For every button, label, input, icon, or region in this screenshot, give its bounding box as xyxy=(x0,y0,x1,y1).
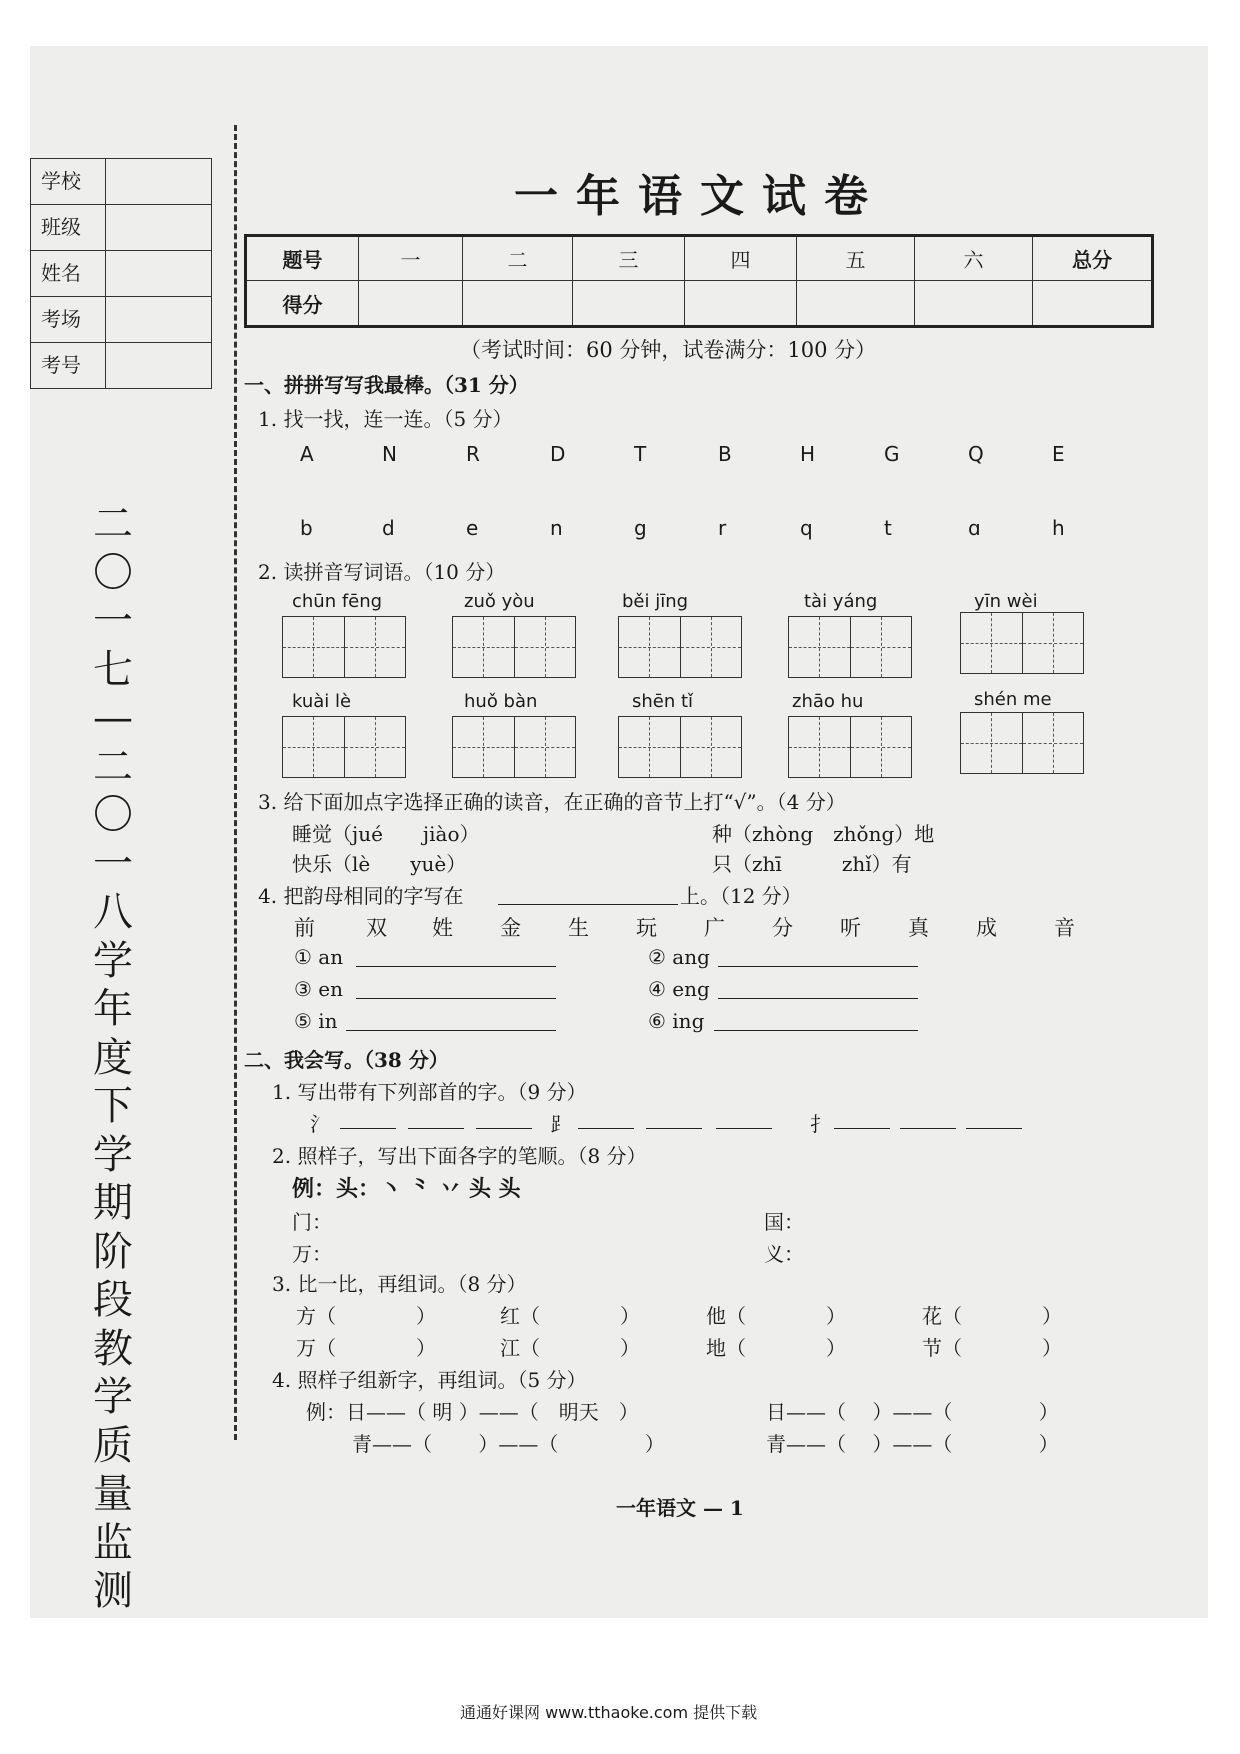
letter[interactable]: R xyxy=(466,442,480,466)
pinyin-label: zhāo hu xyxy=(792,691,864,712)
compare-item[interactable]: 万（ ） xyxy=(296,1336,436,1360)
letter[interactable]: e xyxy=(466,516,479,540)
writing-grid[interactable] xyxy=(282,616,406,678)
info-row-room: 考场 xyxy=(31,297,211,343)
cut-line xyxy=(234,125,237,1440)
radical: 氵 xyxy=(310,1112,330,1136)
info-row-class: 班级 xyxy=(31,205,211,251)
info-row-name: 姓名 xyxy=(31,251,211,297)
char: 音 xyxy=(1054,916,1075,940)
char: 成 xyxy=(976,916,997,940)
pinyin-label: huǒ bàn xyxy=(464,691,538,712)
score-cell[interactable] xyxy=(915,281,1033,325)
score-table: 题号 一 二 三 四 五 六 总分 得分 xyxy=(244,234,1154,328)
writing-grid[interactable] xyxy=(618,616,742,678)
reading-choice[interactable]: 种（zhòng zhǒng）地 xyxy=(712,822,935,846)
rhyme-item: ⑤ in xyxy=(294,1009,338,1033)
compare-item[interactable]: 他（ ） xyxy=(706,1304,846,1328)
school-field[interactable] xyxy=(106,159,211,204)
compare-item[interactable]: 方（ ） xyxy=(296,1304,436,1328)
char: 玩 xyxy=(636,916,657,940)
score-cell[interactable] xyxy=(797,281,915,325)
writing-grid[interactable] xyxy=(618,716,742,778)
answer-line[interactable] xyxy=(578,1128,634,1129)
reading-choice[interactable]: 快乐（lè yuè） xyxy=(292,852,467,876)
compare-item[interactable]: 花（ ） xyxy=(922,1304,1062,1328)
letter[interactable]: r xyxy=(718,516,727,540)
vertical-title: 二〇一七—二〇一八学年度下学期阶段教学质量监测 xyxy=(93,501,133,1614)
score-cell[interactable] xyxy=(573,281,685,325)
s2-q3-title: 3. 比一比，再组词。（8 分） xyxy=(272,1272,527,1296)
char: 姓 xyxy=(432,916,453,940)
answer-line[interactable] xyxy=(646,1128,702,1129)
pinyin-label: běi jīng xyxy=(622,591,689,612)
letter[interactable]: T xyxy=(634,442,647,466)
q4-title-a: 4. 把韵母相同的字写在 xyxy=(258,884,464,908)
letter[interactable]: B xyxy=(718,442,732,466)
letter[interactable]: n xyxy=(550,516,563,540)
class-field[interactable] xyxy=(106,205,211,250)
answer-line[interactable] xyxy=(716,1128,772,1129)
score-cell[interactable] xyxy=(685,281,797,325)
compare-item[interactable]: 地（ ） xyxy=(706,1336,846,1360)
q4-title-b: 上。（12 分） xyxy=(680,884,802,908)
letter[interactable]: d xyxy=(382,516,395,540)
q1-title: 1. 找一找，连一连。（5 分） xyxy=(258,407,513,431)
section1-title: 一、拼拼写写我最棒。（31 分） xyxy=(244,373,529,397)
char: 双 xyxy=(366,916,387,940)
info-row-school: 学校 xyxy=(31,159,211,205)
s2-q4-title: 4. 照样子组新字，再组词。（5 分） xyxy=(272,1368,587,1392)
pinyin-label: tài yáng xyxy=(804,591,878,612)
compare-item[interactable]: 红（ ） xyxy=(500,1304,640,1328)
writing-grid[interactable] xyxy=(788,616,912,678)
answer-line[interactable] xyxy=(718,966,918,967)
answer-line[interactable] xyxy=(408,1128,464,1129)
q2-title: 2. 读拼音写词语。（10 分） xyxy=(258,560,506,584)
answer-line[interactable] xyxy=(346,1030,556,1031)
answer-line[interactable] xyxy=(966,1128,1022,1129)
letter[interactable]: q xyxy=(800,516,813,540)
letter[interactable]: Q xyxy=(968,442,984,466)
score-cell[interactable] xyxy=(359,281,463,325)
stroke-example: 例：头：丶 ⺀ 丷 头 头 xyxy=(292,1176,521,1202)
char: 分 xyxy=(772,916,793,940)
info-row-number: 考号 xyxy=(31,343,211,388)
answer-line[interactable] xyxy=(356,998,556,999)
number-field[interactable] xyxy=(106,343,211,388)
writing-grid[interactable] xyxy=(452,616,576,678)
letter[interactable]: A xyxy=(300,442,314,466)
answer-line[interactable] xyxy=(900,1128,956,1129)
radical: ⻊ xyxy=(550,1112,570,1136)
rhyme-item: ② ang xyxy=(648,945,710,969)
pinyin-label: shén me xyxy=(974,689,1052,710)
char: 广 xyxy=(704,916,725,940)
student-info-box xyxy=(30,158,212,389)
download-credit: 通通好课网 www.tthaoke.com 提供下载 xyxy=(460,1703,758,1722)
s2-q2-title: 2. 照样子，写出下面各字的笔顺。（8 分） xyxy=(272,1144,647,1168)
exam-info: （考试时间：60 分钟，试卷满分：100 分） xyxy=(460,338,877,362)
answer-line[interactable] xyxy=(476,1128,532,1129)
rhyme-item: ④ eng xyxy=(648,977,710,1001)
q3-title: 3. 给下面加点字选择正确的读音，在正确的音节上打“√”。（4 分） xyxy=(258,790,846,814)
pinyin-label: zuǒ yòu xyxy=(464,591,535,612)
writing-grid[interactable] xyxy=(960,612,1084,674)
char: 金 xyxy=(500,916,521,940)
answer-line[interactable] xyxy=(718,998,918,999)
pinyin-label: yīn wèi xyxy=(974,591,1038,612)
letter[interactable]: G xyxy=(884,442,900,466)
section2-title: 二、我会写。（38 分） xyxy=(244,1048,449,1072)
writing-grid[interactable] xyxy=(282,716,406,778)
rhyme-item: ⑥ ing xyxy=(648,1009,705,1033)
pinyin-label: shēn tǐ xyxy=(632,691,694,712)
letter[interactable]: D xyxy=(550,442,566,466)
compose-item[interactable]: 日——（ ）——（ ） xyxy=(766,1400,1059,1424)
letter[interactable]: E xyxy=(1052,442,1065,466)
char: 前 xyxy=(294,916,315,940)
compose-item[interactable]: 青——（ ）——（ ） xyxy=(766,1432,1059,1456)
letter[interactable]: H xyxy=(800,442,816,466)
letter[interactable]: ɑ xyxy=(968,516,981,540)
pinyin-label: chūn fēng xyxy=(292,591,383,612)
answer-line[interactable] xyxy=(714,1030,918,1031)
score-cell[interactable] xyxy=(1033,281,1151,325)
answer-line[interactable] xyxy=(834,1128,890,1129)
radical: 扌 xyxy=(810,1112,830,1136)
answer-line[interactable] xyxy=(340,1128,396,1129)
letter[interactable]: h xyxy=(1052,516,1065,540)
char: 真 xyxy=(908,916,929,940)
compose-example: 例：日——（ 明 ）——（ 明天 ） xyxy=(306,1400,639,1424)
char: 生 xyxy=(568,916,589,940)
score-cell[interactable] xyxy=(463,281,573,325)
letter[interactable]: b xyxy=(300,516,313,540)
writing-grid[interactable] xyxy=(452,716,576,778)
answer-line xyxy=(498,904,678,905)
char: 听 xyxy=(840,916,861,940)
rhyme-item: ① an xyxy=(294,945,344,969)
writing-grid[interactable] xyxy=(788,716,912,778)
stroke-char: 国： xyxy=(764,1210,804,1234)
stroke-char: 万： xyxy=(292,1242,332,1266)
compare-item[interactable]: 江（ ） xyxy=(500,1336,640,1360)
rhyme-item: ③ en xyxy=(294,977,344,1001)
pinyin-label: kuài lè xyxy=(292,691,352,712)
letter[interactable]: N xyxy=(382,442,397,466)
room-field[interactable] xyxy=(106,297,211,342)
compose-item[interactable]: 青——（ ）——（ ） xyxy=(352,1432,665,1456)
letter[interactable]: g xyxy=(634,516,647,540)
compare-item[interactable]: 节（ ） xyxy=(922,1336,1062,1360)
stroke-char: 门： xyxy=(292,1210,332,1234)
page-footer: 一年语文 — 1 xyxy=(616,1496,744,1520)
writing-grid[interactable] xyxy=(960,712,1084,774)
s2-q1-title: 1. 写出带有下列部首的字。（9 分） xyxy=(272,1080,587,1104)
name-field[interactable] xyxy=(106,251,211,296)
letter[interactable]: t xyxy=(884,516,892,540)
reading-choice[interactable]: 睡觉（jué jiào） xyxy=(292,822,480,846)
page-title: 一年语文试卷 xyxy=(514,171,886,222)
stroke-char: 义： xyxy=(764,1242,804,1266)
reading-choice[interactable]: 只（zhī zhǐ）有 xyxy=(712,852,912,876)
answer-line[interactable] xyxy=(356,966,556,967)
